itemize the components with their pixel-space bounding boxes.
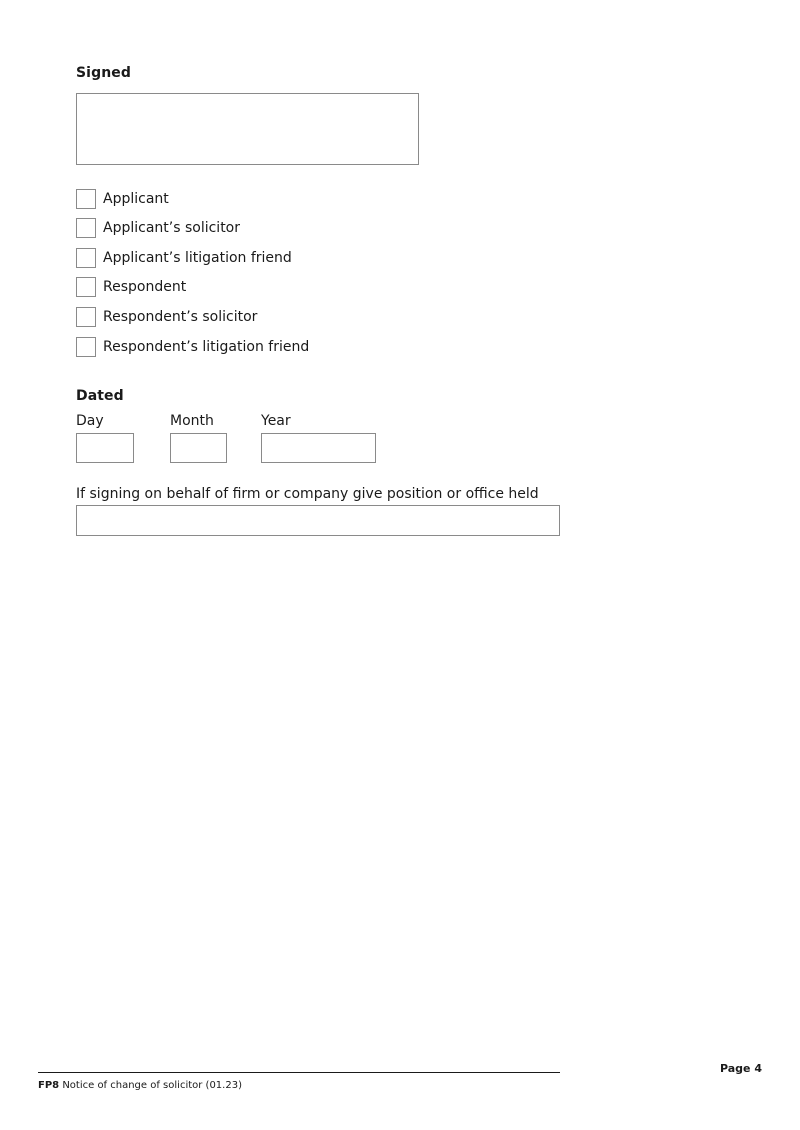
applicant-litigation-friend-label: Applicant’s litigation friend [103,250,292,266]
role-option-applicant-litigation-friend[interactable] [76,248,292,268]
day-field[interactable] [76,433,134,463]
page-number: Page 4 [719,1062,762,1075]
respondent-litigation-friend-checkbox[interactable] [76,337,96,357]
year-label: Year [261,413,291,429]
position-label: If signing on behalf of firm or company give position or office held [76,486,539,502]
month-label: Month [170,413,214,429]
role-option-respondent[interactable] [76,277,186,297]
respondent-checkbox[interactable] [76,277,96,297]
respondent-solicitor-label: Respondent’s solicitor [103,309,258,325]
applicant-solicitor-checkbox[interactable] [76,218,96,238]
applicant-checkbox[interactable] [76,189,96,209]
day-label: Day [76,413,104,429]
applicant-solicitor-label: Applicant’s solicitor [103,220,240,236]
role-option-applicant[interactable] [76,189,169,209]
applicant-litigation-friend-checkbox[interactable] [76,248,96,268]
respondent-solicitor-checkbox[interactable] [76,307,96,327]
role-option-respondent-litigation-friend[interactable] [76,337,309,357]
year-field[interactable] [261,433,376,463]
respondent-litigation-friend-label: Respondent’s litigation friend [103,339,310,355]
footer-form-info [38,1080,242,1091]
role-option-applicant-solicitor[interactable] [76,218,240,238]
respondent-label: Respondent [103,279,187,295]
signature-box[interactable] [76,93,419,165]
position-field[interactable] [76,505,560,536]
signed-heading: Signed [76,65,131,81]
applicant-label: Applicant [103,191,169,207]
dated-heading: Dated [76,388,124,404]
form-title: Notice of change of solicitor (01.23) [62,1080,242,1091]
footer-divider [38,1072,560,1073]
month-field[interactable] [170,433,227,463]
role-option-respondent-solicitor[interactable] [76,307,257,327]
form-code: FP8 [38,1080,60,1091]
